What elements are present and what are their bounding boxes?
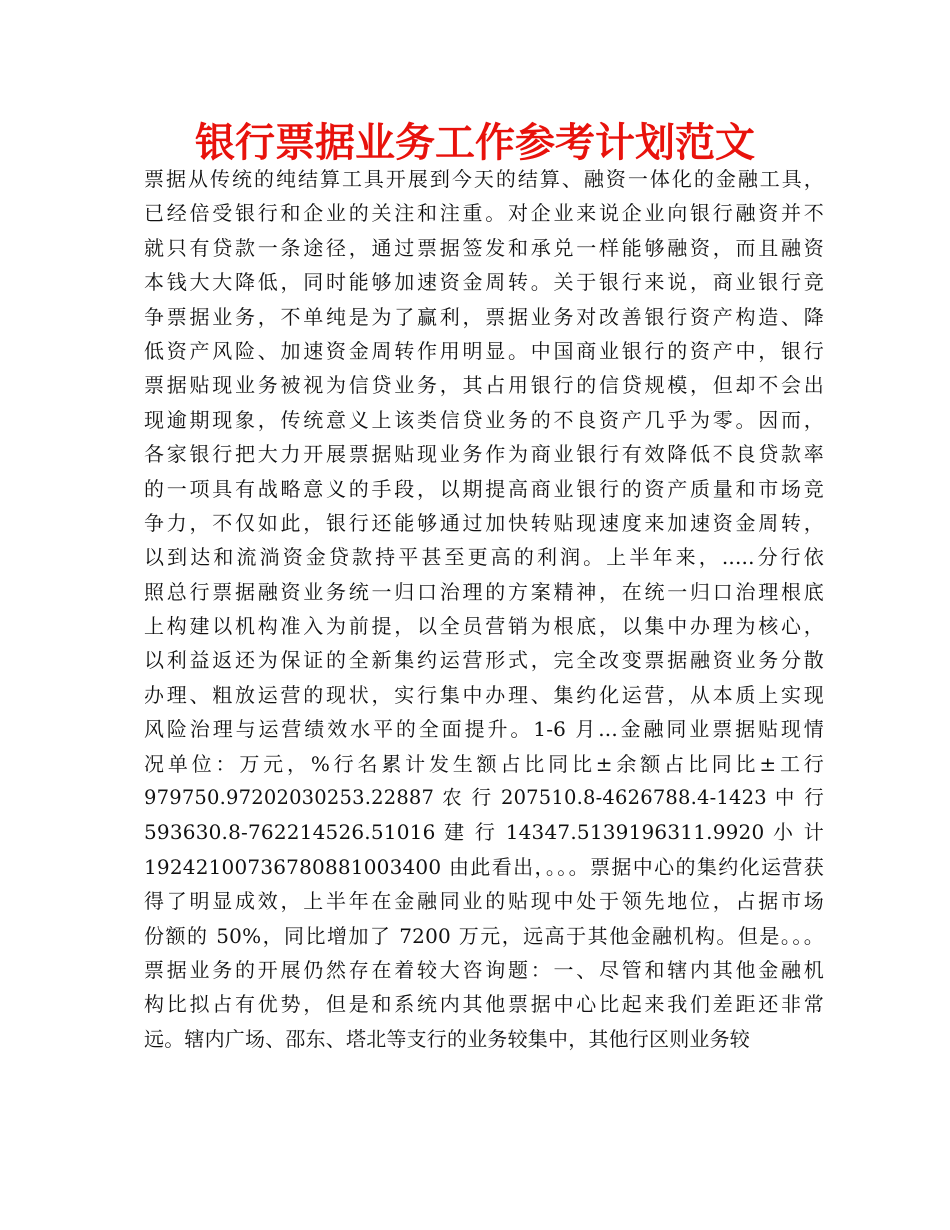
body-line: 以到达和流淌资金贷款持平甚至更高的利润。上半年来，.....分行依 bbox=[144, 545, 824, 570]
body-line: 192421007367808810034​00 由此看出，。。。票据中心的集约化运营获 bbox=[144, 854, 824, 879]
body-line: 争力，不仅如此，银行还能够通过加快转贴现速度来加速资金周转， bbox=[144, 510, 824, 535]
body-line: 份额的 50%，同比增加了 7200 万元，远高于其他金融机构。但是。。。 bbox=[144, 923, 824, 948]
document-title: 银行票据业务工作参考计划范文 bbox=[195, 120, 755, 166]
body-line: 本钱大大降低，同时能够加速资金周转。关于银行来说，商业银行竞 bbox=[144, 270, 824, 295]
body-line: 低资产风险、加速资金周转作用明显。中国商业银行的资产中，银行 bbox=[144, 338, 824, 363]
body-line: 就只有贷款一条途径，通过票据签发和承兑一样能够融资，而且融资 bbox=[144, 235, 824, 260]
body-line: 现逾期现象，传统意义上该类信贷业务的不良资产几乎为零。因而， bbox=[144, 407, 824, 432]
body-line: 办理、粗放运营的现状，实行集中办理、集约化运营，从本质上实现 bbox=[144, 682, 824, 707]
body-line: 风险治理与运营绩效水平的全面提升。1-6 月...金融同业票据贴现情 bbox=[144, 717, 824, 742]
body-line: 票据从传统的纯结算工具开展到今天的结算、融资一体化的金融工具， bbox=[144, 167, 824, 191]
body-line: 照总行票据融资业务统一归口治理的方案精神，在统一归口治理根底 bbox=[144, 579, 824, 604]
document-body bbox=[144, 162, 824, 1056]
body-line: 远。辖内广场、邵东、塔北等支行的业务较集中，其他行区则业务较 bbox=[144, 1026, 750, 1051]
body-line: 票据贴现业务被视为信贷业务，其占用银行的信贷规模，但却不会出 bbox=[144, 373, 824, 398]
body-line: 上构建以机构准入为前提，以全员营销为根底，以集中办理为核心， bbox=[144, 614, 824, 639]
body-line: 的一项具有战略意义的手段，以期提高商业银行的资产质量和市场竞 bbox=[144, 476, 824, 501]
body-line: 票据业务的开展仍然存在着较大咨询题：一、尽管和辖内其他金融机 bbox=[144, 957, 824, 982]
body-line: 争票据业务，不单纯是为了赢利，票据业务对改善银行资产构造、降 bbox=[144, 304, 824, 329]
body-line: 已经倍受银行和企业的关注和注重。对企业来说企业向银行融资并不 bbox=[144, 201, 824, 226]
body-line: 979750.97202030253.22887 农 行 207510.8-4626788.4-1423 中 行 bbox=[144, 786, 824, 810]
body-line: 593630.8-762214526.51016 建 行 14347.5139196311.9920 小 计 bbox=[144, 820, 824, 845]
body-line: 况单位：万元，%行名累计发生额占比同比±余额占比同比±工行 bbox=[144, 751, 824, 776]
body-line: 各家银行把大力开展票据贴现业务作为商业银行有效降低不良贷款率 bbox=[144, 442, 824, 467]
body-line: 得了明显成效，上半年在金融同业的贴现中处于领先地位，占据市场 bbox=[144, 889, 824, 914]
body-line: 以利益返还为保证的全新集约运营形式，完全改变票据融资业务分散 bbox=[144, 648, 824, 673]
body-line: 构比拟占有优势，但是和系统内其他票据中心比起来我们差距还非常 bbox=[144, 992, 824, 1017]
